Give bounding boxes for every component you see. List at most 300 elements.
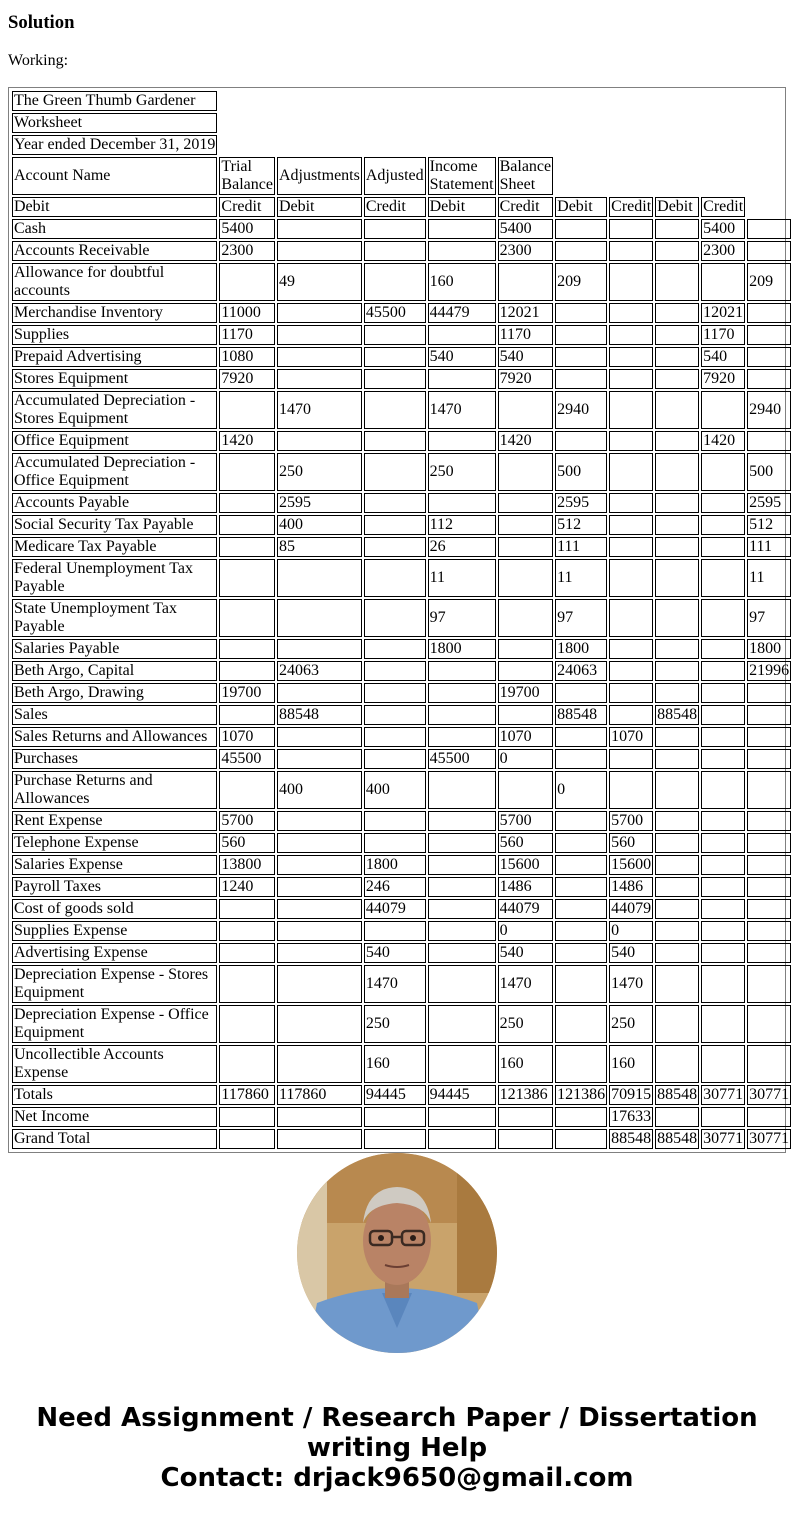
amount-cell: [219, 515, 275, 535]
amount-cell: 2300: [498, 241, 554, 261]
amount-cell: 246: [364, 877, 426, 897]
table-row: [12, 749, 791, 769]
amount-cell: 5700: [609, 811, 653, 831]
amount-cell: 11: [555, 559, 607, 597]
amount-cell: [277, 347, 362, 367]
amount-cell: [277, 303, 362, 323]
amount-cell: [701, 833, 745, 853]
amount-cell: [364, 833, 426, 853]
amount-cell: [277, 599, 362, 637]
amount-cell: 1420: [701, 431, 745, 451]
amount-cell: [428, 727, 496, 747]
account-name-cell: Telephone Expense: [12, 833, 217, 853]
amount-cell: [655, 325, 699, 345]
amount-cell: [701, 1107, 745, 1127]
amount-cell: [655, 369, 699, 389]
amount-cell: 19700: [498, 683, 554, 703]
amount-cell: [609, 493, 653, 513]
amount-cell: 560: [219, 833, 275, 853]
amount-cell: [364, 515, 426, 535]
author-photo-image: [297, 1153, 497, 1353]
amount-cell: [364, 1129, 426, 1149]
amount-cell: [555, 369, 607, 389]
amount-cell: [747, 899, 791, 919]
amount-cell: [701, 661, 745, 681]
worksheet-period: Year ended December 31, 2019: [14, 136, 216, 153]
account-name-cell: Accounts Receivable: [12, 241, 217, 261]
account-name-cell: Cash: [12, 219, 217, 239]
amount-cell: [428, 771, 496, 809]
amount-cell: 2595: [555, 493, 607, 513]
amount-cell: 160: [609, 1045, 653, 1083]
amount-cell: [498, 599, 554, 637]
account-name-cell: Social Security Tax Payable: [12, 515, 217, 535]
amount-cell: [428, 921, 496, 941]
amount-cell: [747, 1005, 791, 1043]
amount-cell: 1800: [364, 855, 426, 875]
amount-cell: [219, 1045, 275, 1083]
amount-cell: 1170: [498, 325, 554, 345]
table-row: [12, 431, 791, 451]
amount-cell: [555, 1005, 607, 1043]
amount-cell: [747, 727, 791, 747]
subheader-cell: Debit: [428, 197, 496, 217]
amount-cell: [428, 811, 496, 831]
amount-cell: [701, 639, 745, 659]
amount-cell: [655, 899, 699, 919]
amount-cell: [747, 1045, 791, 1083]
account-name-cell: Cost of goods sold: [12, 899, 217, 919]
amount-cell: 5700: [219, 811, 275, 831]
amount-cell: 121386: [498, 1085, 554, 1105]
amount-cell: [655, 391, 699, 429]
table-row: [12, 1107, 791, 1127]
amount-cell: [555, 811, 607, 831]
table-row: [12, 639, 791, 659]
amount-cell: 1070: [609, 727, 653, 747]
amount-cell: 30771: [703, 1086, 744, 1103]
amount-cell: 400: [277, 771, 362, 809]
amount-cell: 15600: [498, 855, 554, 875]
amount-cell: 1800: [555, 639, 607, 659]
subheader-cell: Debit: [555, 197, 607, 217]
account-name-cell: Merchandise Inventory: [12, 303, 217, 323]
table-row: [12, 453, 791, 491]
amount-cell: 97: [555, 599, 607, 637]
amount-cell: [747, 303, 791, 323]
amount-cell: [747, 921, 791, 941]
amount-cell: [701, 391, 745, 429]
amount-cell: 17633: [611, 1108, 652, 1125]
amount-cell: [609, 683, 653, 703]
amount-cell: [655, 833, 699, 853]
amount-cell: [655, 771, 699, 809]
period-row: [12, 135, 791, 155]
amount-cell: [747, 431, 791, 451]
amount-cell: [364, 219, 426, 239]
amount-cell: 2940: [747, 391, 791, 429]
amount-cell: [498, 639, 554, 659]
amount-cell: 1470: [428, 391, 496, 429]
amount-cell: 7920: [498, 369, 554, 389]
amount-cell: [277, 1045, 362, 1083]
amount-cell: 11: [428, 559, 496, 597]
amount-cell: [747, 877, 791, 897]
header-row: [12, 157, 791, 195]
amount-cell: [701, 1045, 745, 1083]
table-row: [12, 921, 791, 941]
amount-cell: [747, 855, 791, 875]
amount-cell: [555, 943, 607, 963]
amount-cell: [498, 515, 554, 535]
account-name-cell: Depreciation Expense - Stores Equipment: [12, 965, 217, 1003]
amount-cell: [655, 943, 699, 963]
table-row: [12, 1005, 791, 1043]
amount-cell: 2595: [747, 493, 791, 513]
amount-cell: [277, 1107, 362, 1127]
amount-cell: 111: [747, 537, 791, 557]
amount-cell: [609, 661, 653, 681]
amount-cell: [701, 705, 745, 725]
amount-cell: [219, 391, 275, 429]
amount-cell: [609, 303, 653, 323]
company-row: [12, 91, 791, 111]
amount-cell: [428, 1129, 496, 1149]
worksheet-container: [8, 87, 790, 1153]
account-name-cell: State Unemployment Tax Payable: [12, 599, 217, 637]
amount-cell: [277, 811, 362, 831]
amount-cell: [747, 1107, 791, 1127]
amount-cell: [701, 493, 745, 513]
amount-cell: [655, 1005, 699, 1043]
amount-cell: [364, 599, 426, 637]
account-name-cell: Rent Expense: [12, 811, 217, 831]
amount-cell: 540: [701, 347, 745, 367]
amount-cell: 1420: [498, 431, 554, 451]
amount-cell: 160: [428, 263, 496, 301]
amount-cell: 1486: [609, 877, 653, 897]
amount-cell: 5400: [219, 219, 275, 239]
amount-cell: [364, 559, 426, 597]
amount-cell: 44079: [498, 899, 554, 919]
account-name-cell: Totals: [12, 1085, 217, 1105]
amount-cell: 209: [555, 263, 607, 301]
amount-cell: [701, 263, 745, 301]
amount-cell: [428, 1107, 496, 1127]
amount-cell: 94445: [428, 1085, 496, 1105]
amount-cell: [555, 431, 607, 451]
amount-cell: [655, 347, 699, 367]
amount-cell: [219, 1005, 275, 1043]
amount-cell: [428, 325, 496, 345]
subheader-cell: Credit: [364, 197, 426, 217]
amount-cell: [609, 749, 653, 769]
account-name-cell: Accumulated Depreciation - Stores Equipment: [12, 391, 217, 429]
amount-cell: [609, 771, 653, 809]
header-income-statement: Income Statement: [429, 158, 494, 193]
table-row: [12, 1045, 791, 1083]
amount-cell: 2300: [701, 241, 745, 261]
table-row: [12, 347, 791, 367]
amount-cell: 97: [747, 599, 791, 637]
amount-cell: [747, 683, 791, 703]
amount-cell: [655, 219, 699, 239]
amount-cell: 45500: [364, 303, 426, 323]
account-name-cell: Net Income: [12, 1107, 217, 1127]
amount-cell: 1080: [219, 347, 275, 367]
amount-cell: [219, 639, 275, 659]
account-name-cell: Stores Equipment: [12, 369, 217, 389]
amount-cell: 12021: [703, 304, 744, 321]
amount-cell: [555, 1107, 607, 1127]
amount-cell: 49: [277, 263, 362, 301]
amount-cell: [428, 833, 496, 853]
amount-cell: [655, 453, 699, 491]
amount-cell: [555, 855, 607, 875]
amount-cell: 0: [498, 921, 554, 941]
amount-cell: [555, 749, 607, 769]
account-name-cell: Supplies Expense: [12, 921, 217, 941]
amount-cell: [609, 453, 653, 491]
amount-cell: [364, 369, 426, 389]
working-label: Working:: [8, 52, 69, 69]
amount-cell: 1070: [219, 727, 275, 747]
amount-cell: [555, 877, 607, 897]
amount-cell: 88548: [657, 1130, 698, 1147]
amount-cell: 1470: [609, 965, 653, 1003]
amount-cell: [364, 661, 426, 681]
amount-cell: 1420: [219, 431, 275, 451]
amount-cell: 1800: [428, 639, 496, 659]
amount-cell: [701, 877, 745, 897]
amount-cell: [747, 325, 791, 345]
amount-cell: 24063: [277, 661, 362, 681]
amount-cell: 1170: [219, 325, 275, 345]
amount-cell: [219, 559, 275, 597]
amount-cell: [655, 683, 699, 703]
account-name-cell: Salaries Payable: [12, 639, 217, 659]
amount-cell: [655, 639, 699, 659]
amount-cell: 70915: [611, 1086, 652, 1103]
amount-cell: 7920: [219, 369, 275, 389]
table-row: [12, 1129, 791, 1149]
amount-cell: [219, 599, 275, 637]
amount-cell: [364, 1107, 426, 1127]
amount-cell: 5400: [498, 219, 554, 239]
amount-cell: [428, 431, 496, 451]
amount-cell: [219, 537, 275, 557]
account-name-cell: Supplies: [12, 325, 217, 345]
amount-cell: 1486: [498, 877, 554, 897]
amount-cell: [555, 241, 607, 261]
amount-cell: [219, 1129, 275, 1149]
title-row: [12, 113, 791, 133]
account-name-cell: Purchase Returns and Allowances: [12, 771, 217, 809]
amount-cell: [747, 771, 791, 809]
table-row: [12, 661, 791, 681]
amount-cell: 121386: [557, 1086, 606, 1103]
amount-cell: [655, 1045, 699, 1083]
footer-line-1: Need Assignment / Research Paper / Dissertation: [36, 1403, 758, 1433]
amount-cell: [701, 965, 745, 1003]
amount-cell: [701, 727, 745, 747]
amount-cell: 88548: [657, 1086, 698, 1103]
amount-cell: 512: [747, 515, 791, 535]
amount-cell: [277, 1005, 362, 1043]
amount-cell: [747, 833, 791, 853]
amount-cell: [428, 965, 496, 1003]
amount-cell: 5400: [701, 219, 745, 239]
amount-cell: [655, 263, 699, 301]
amount-cell: [609, 347, 653, 367]
amount-cell: 94445: [364, 1085, 426, 1105]
amount-cell: [498, 537, 554, 557]
amount-cell: 88548: [657, 706, 698, 723]
amount-cell: [364, 727, 426, 747]
amount-cell: [428, 369, 496, 389]
amount-cell: [428, 241, 496, 261]
amount-cell: [277, 219, 362, 239]
table-row: [12, 369, 791, 389]
amount-cell: 19700: [219, 683, 275, 703]
amount-cell: [498, 263, 554, 301]
amount-cell: [555, 219, 607, 239]
amount-cell: 44079: [364, 899, 426, 919]
amount-cell: 209: [747, 263, 791, 301]
amount-cell: [364, 431, 426, 451]
amount-cell: [277, 855, 362, 875]
amount-cell: [428, 683, 496, 703]
account-name-cell: Federal Unemployment Tax Payable: [12, 559, 217, 597]
footer-line-2: writing Help: [306, 1433, 488, 1463]
amount-cell: [219, 771, 275, 809]
amount-cell: [277, 943, 362, 963]
amount-cell: [428, 943, 496, 963]
amount-cell: [609, 639, 653, 659]
amount-cell: [364, 921, 426, 941]
account-name-cell: Prepaid Advertising: [12, 347, 217, 367]
account-name-cell: Uncollectible Accounts Expense: [12, 1045, 217, 1083]
amount-cell: 24063: [555, 661, 607, 681]
amount-cell: [655, 965, 699, 1003]
amount-cell: [701, 453, 745, 491]
table-row: [12, 599, 791, 637]
header-adjusted: Adjusted: [364, 157, 426, 195]
table-row: [12, 1085, 791, 1105]
amount-cell: [701, 921, 745, 941]
amount-cell: [655, 661, 699, 681]
subheader-row: [12, 197, 791, 217]
amount-cell: 111: [555, 537, 607, 557]
amount-cell: 30771: [749, 1086, 790, 1103]
amount-cell: 15600: [611, 856, 652, 873]
amount-cell: 45500: [428, 749, 496, 769]
amount-cell: 12021: [498, 303, 554, 323]
amount-cell: 112: [428, 515, 496, 535]
footer-line-3: Contact: drjack9650@gmail.com: [160, 1463, 634, 1493]
table-row: [12, 515, 791, 535]
amount-cell: 0: [555, 771, 607, 809]
subheader-cell: Credit: [498, 197, 554, 217]
amount-cell: 250: [277, 453, 362, 491]
amount-cell: [277, 369, 362, 389]
amount-cell: [219, 661, 275, 681]
amount-cell: [609, 431, 653, 451]
amount-cell: [364, 683, 426, 703]
header-balance-sheet: Balance Sheet: [499, 158, 552, 193]
amount-cell: [498, 493, 554, 513]
amount-cell: [701, 749, 745, 769]
amount-cell: [609, 369, 653, 389]
amount-cell: [609, 325, 653, 345]
amount-cell: 30771: [749, 1130, 790, 1147]
amount-cell: 540: [609, 943, 653, 963]
table-row: [12, 263, 791, 301]
amount-cell: [364, 811, 426, 831]
amount-cell: [428, 493, 496, 513]
amount-cell: [655, 515, 699, 535]
amount-cell: [219, 705, 275, 725]
amount-cell: 30771: [703, 1130, 744, 1147]
table-row: [12, 943, 791, 963]
amount-cell: [701, 899, 745, 919]
amount-cell: [655, 559, 699, 597]
amount-cell: [498, 1107, 554, 1127]
amount-cell: [655, 855, 699, 875]
amount-cell: [609, 515, 653, 535]
amount-cell: 97: [428, 599, 496, 637]
header-adjustments: Adjustments: [277, 157, 362, 195]
amount-cell: [701, 771, 745, 809]
amount-cell: 540: [364, 943, 426, 963]
table-row: [12, 705, 791, 725]
amount-cell: [655, 1107, 699, 1127]
amount-cell: [364, 347, 426, 367]
amount-cell: [364, 705, 426, 725]
amount-cell: [498, 771, 554, 809]
amount-cell: [701, 943, 745, 963]
account-name-cell: Office Equipment: [12, 431, 217, 451]
amount-cell: [701, 559, 745, 597]
amount-cell: [219, 1107, 275, 1127]
amount-cell: [277, 965, 362, 1003]
amount-cell: 117860: [277, 1085, 362, 1105]
amount-cell: [277, 921, 362, 941]
amount-cell: [701, 537, 745, 557]
amount-cell: [219, 493, 275, 513]
amount-cell: [701, 599, 745, 637]
amount-cell: [277, 877, 362, 897]
account-name-cell: Allowance for doubtful accounts: [12, 263, 217, 301]
amount-cell: 5700: [498, 811, 554, 831]
amount-cell: [655, 493, 699, 513]
amount-cell: [701, 1005, 745, 1043]
amount-cell: [555, 303, 607, 323]
amount-cell: [747, 369, 791, 389]
amount-cell: [655, 877, 699, 897]
amount-cell: [277, 683, 362, 703]
amount-cell: [609, 705, 653, 725]
table-row: [12, 899, 791, 919]
account-name-cell: Beth Argo, Drawing: [12, 683, 217, 703]
subheader-cell: Debit: [277, 197, 362, 217]
amount-cell: 560: [609, 833, 653, 853]
amount-cell: 500: [555, 453, 607, 491]
account-name-cell: Grand Total: [12, 1129, 217, 1149]
table-row: [12, 219, 791, 239]
amount-cell: 0: [498, 749, 554, 769]
amount-cell: [555, 683, 607, 703]
